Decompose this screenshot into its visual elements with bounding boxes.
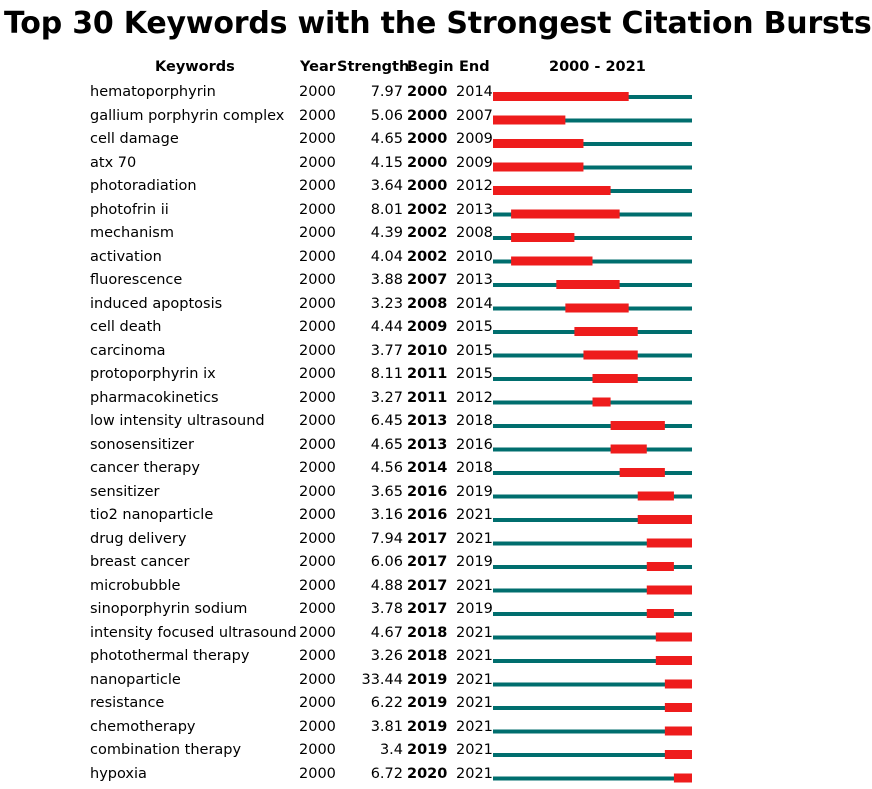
strength-cell: 8.01 xyxy=(370,201,403,218)
strength-cell: 3.77 xyxy=(370,342,403,359)
strength-cell: 4.88 xyxy=(370,577,403,594)
header-strength: Strength xyxy=(337,59,410,75)
keyword-cell: photofrin ii xyxy=(90,201,169,218)
keyword-cell: drug delivery xyxy=(90,530,187,547)
year-cell: 2000 xyxy=(299,648,336,664)
keyword-cell: hematoporphyrin xyxy=(90,84,216,100)
keyword-cell: sensitizer xyxy=(90,483,160,500)
year-cell: 2000 xyxy=(299,366,336,382)
strength-cell: 3.23 xyxy=(370,295,403,312)
header-keywords: Keywords xyxy=(155,59,235,75)
strength-cell: 7.94 xyxy=(370,530,403,547)
begin-cell: 2019 xyxy=(407,742,448,758)
keyword-cell: intensity focused ultrasound xyxy=(90,624,297,641)
end-cell: 2019 xyxy=(456,601,493,617)
burst-bar xyxy=(647,562,674,571)
strength-cell: 6.45 xyxy=(370,413,403,429)
strength-cell: 4.04 xyxy=(370,248,403,265)
burst-bar xyxy=(556,280,619,289)
end-cell: 2021 xyxy=(456,507,493,523)
begin-cell: 2013 xyxy=(407,436,448,453)
strength-cell: 6.22 xyxy=(370,695,403,711)
strength-cell: 3.26 xyxy=(370,648,403,664)
end-cell: 2021 xyxy=(456,765,493,782)
year-cell: 2000 xyxy=(299,530,336,547)
burst-bar xyxy=(665,727,692,736)
burst-bar xyxy=(565,304,628,313)
timeline-baseline xyxy=(493,753,692,757)
year-cell: 2000 xyxy=(299,671,336,688)
strength-cell: 3.16 xyxy=(370,507,403,523)
end-cell: 2021 xyxy=(456,624,493,641)
year-cell: 2000 xyxy=(299,295,336,312)
header-begin: Begin xyxy=(407,59,454,75)
burst-bar xyxy=(511,210,620,219)
keyword-cell: sinoporphyrin sodium xyxy=(90,601,248,617)
keyword-cell: microbubble xyxy=(90,577,181,594)
strength-cell: 4.44 xyxy=(370,319,403,335)
year-cell: 2000 xyxy=(299,84,336,100)
end-cell: 2012 xyxy=(456,178,493,194)
year-cell: 2000 xyxy=(299,342,336,359)
burst-bar xyxy=(493,163,583,172)
end-cell: 2021 xyxy=(456,648,493,664)
burst-bar xyxy=(493,116,565,125)
timeline-baseline xyxy=(493,706,692,710)
begin-cell: 2002 xyxy=(407,248,448,265)
keyword-cell: nanoparticle xyxy=(90,671,181,688)
year-cell: 2000 xyxy=(299,718,336,735)
strength-cell: 3.27 xyxy=(370,389,403,406)
keyword-cell: low intensity ultrasound xyxy=(90,413,265,429)
year-cell: 2000 xyxy=(299,272,336,288)
begin-cell: 2019 xyxy=(407,695,448,711)
burst-bar xyxy=(665,680,692,689)
begin-cell: 2010 xyxy=(407,342,448,359)
year-cell: 2000 xyxy=(299,624,336,641)
keyword-cell: hypoxia xyxy=(90,765,147,782)
burst-bar xyxy=(611,421,665,430)
keyword-cell: cell damage xyxy=(90,131,179,147)
year-cell: 2000 xyxy=(299,507,336,523)
chart-title: Top 30 Keywords with the Strongest Citation Bursts xyxy=(4,6,872,41)
burst-bar xyxy=(647,586,692,595)
end-cell: 2021 xyxy=(456,742,493,758)
year-cell: 2000 xyxy=(299,319,336,335)
year-cell: 2000 xyxy=(299,154,336,171)
keyword-cell: tio2 nanoparticle xyxy=(90,507,214,523)
burst-bar xyxy=(493,186,611,195)
strength-cell: 3.78 xyxy=(370,601,403,617)
end-cell: 2021 xyxy=(456,695,493,711)
year-cell: 2000 xyxy=(299,248,336,265)
keyword-cell: mechanism xyxy=(90,225,174,241)
keyword-cell: photoradiation xyxy=(90,178,197,194)
strength-cell: 3.81 xyxy=(370,718,403,735)
year-cell: 2000 xyxy=(299,178,336,194)
burst-bar xyxy=(647,609,674,618)
end-cell: 2013 xyxy=(456,272,493,288)
header-end: End xyxy=(459,59,490,75)
end-cell: 2021 xyxy=(456,718,493,735)
end-cell: 2012 xyxy=(456,389,493,406)
end-cell: 2014 xyxy=(456,295,493,312)
year-cell: 2000 xyxy=(299,601,336,617)
keyword-cell: carcinoma xyxy=(90,342,166,359)
burst-bar xyxy=(511,233,574,242)
keyword-cell: atx 70 xyxy=(90,154,137,171)
burst-bar xyxy=(493,92,629,101)
timeline-baseline xyxy=(493,777,692,781)
begin-cell: 2018 xyxy=(407,648,448,664)
burst-bar xyxy=(656,633,692,642)
keyword-cell: cell death xyxy=(90,319,162,335)
strength-cell: 4.65 xyxy=(370,436,403,453)
year-cell: 2000 xyxy=(299,765,336,782)
burst-bar xyxy=(583,351,637,360)
keyword-cell: sonosensitizer xyxy=(90,436,194,453)
year-cell: 2000 xyxy=(299,389,336,406)
strength-cell: 33.44 xyxy=(361,671,403,688)
burst-bar xyxy=(620,468,665,477)
begin-cell: 2019 xyxy=(407,718,448,735)
end-cell: 2014 xyxy=(456,84,493,100)
burst-bar xyxy=(665,750,692,759)
burst-bar xyxy=(674,774,692,783)
end-cell: 2008 xyxy=(456,225,493,241)
year-cell: 2000 xyxy=(299,554,336,570)
begin-cell: 2016 xyxy=(407,507,448,523)
header-timeline-range: 2000 - 2021 xyxy=(549,59,646,75)
end-cell: 2021 xyxy=(456,671,493,688)
keyword-cell: protoporphyrin ix xyxy=(90,366,216,382)
strength-cell: 3.64 xyxy=(370,178,403,194)
begin-cell: 2017 xyxy=(407,530,448,547)
begin-cell: 2017 xyxy=(407,577,448,594)
begin-cell: 2007 xyxy=(407,272,448,288)
strength-cell: 8.11 xyxy=(370,366,403,382)
burst-bar xyxy=(593,398,611,407)
keyword-cell: chemotherapy xyxy=(90,718,196,735)
keyword-cell: fluorescence xyxy=(90,272,183,288)
end-cell: 2021 xyxy=(456,577,493,594)
timeline-baseline xyxy=(493,730,692,734)
year-cell: 2000 xyxy=(299,436,336,453)
strength-cell: 6.06 xyxy=(370,554,403,570)
keyword-cell: activation xyxy=(90,248,162,265)
burst-bar xyxy=(574,327,637,336)
year-cell: 2000 xyxy=(299,577,336,594)
strength-cell: 7.97 xyxy=(370,84,403,100)
timeline-baseline xyxy=(493,448,692,452)
begin-cell: 2020 xyxy=(407,765,448,782)
strength-cell: 3.4 xyxy=(379,742,403,758)
begin-cell: 2008 xyxy=(407,295,448,312)
end-cell: 2015 xyxy=(456,319,493,335)
begin-cell: 2017 xyxy=(407,601,448,617)
year-cell: 2000 xyxy=(299,742,336,758)
begin-cell: 2017 xyxy=(407,554,448,570)
burst-bar xyxy=(665,703,692,712)
burst-bar xyxy=(656,656,692,665)
end-cell: 2013 xyxy=(456,201,493,218)
year-cell: 2000 xyxy=(299,695,336,711)
burst-bar xyxy=(647,539,692,548)
begin-cell: 2014 xyxy=(407,460,448,476)
burst-bar xyxy=(638,515,692,524)
strength-cell: 3.65 xyxy=(370,483,403,500)
end-cell: 2019 xyxy=(456,483,493,500)
end-cell: 2018 xyxy=(456,460,493,476)
end-cell: 2009 xyxy=(456,154,493,171)
strength-cell: 6.72 xyxy=(370,765,403,782)
year-cell: 2000 xyxy=(299,201,336,218)
strength-cell: 3.88 xyxy=(370,272,403,288)
begin-cell: 2011 xyxy=(407,389,448,406)
burst-bar xyxy=(593,374,638,383)
strength-cell: 5.06 xyxy=(370,107,403,124)
year-cell: 2000 xyxy=(299,413,336,429)
keyword-cell: induced apoptosis xyxy=(90,295,223,312)
keyword-cell: pharmacokinetics xyxy=(90,389,219,406)
year-cell: 2000 xyxy=(299,131,336,147)
burst-bar xyxy=(611,445,647,454)
begin-cell: 2002 xyxy=(407,201,448,218)
keyword-cell: combination therapy xyxy=(90,742,242,758)
begin-cell: 2000 xyxy=(407,131,448,147)
burst-bar xyxy=(493,139,583,148)
burst-bar xyxy=(638,492,674,501)
strength-cell: 4.39 xyxy=(370,225,403,241)
year-cell: 2000 xyxy=(299,107,336,124)
strength-cell: 4.65 xyxy=(370,131,403,147)
begin-cell: 2011 xyxy=(407,366,448,382)
end-cell: 2019 xyxy=(456,554,493,570)
begin-cell: 2000 xyxy=(407,178,448,194)
strength-cell: 4.56 xyxy=(370,460,403,476)
strength-cell: 4.67 xyxy=(370,624,403,641)
end-cell: 2015 xyxy=(456,366,493,382)
begin-cell: 2019 xyxy=(407,671,448,688)
begin-cell: 2000 xyxy=(407,107,448,124)
strength-cell: 4.15 xyxy=(370,154,403,171)
keyword-cell: resistance xyxy=(90,695,165,711)
keyword-cell: gallium porphyrin complex xyxy=(90,107,285,124)
begin-cell: 2013 xyxy=(407,413,448,429)
timeline-baseline xyxy=(493,683,692,687)
begin-cell: 2000 xyxy=(407,154,448,171)
keyword-cell: cancer therapy xyxy=(90,460,200,476)
keyword-cell: breast cancer xyxy=(90,554,190,570)
begin-cell: 2002 xyxy=(407,225,448,241)
keyword-cell: photothermal therapy xyxy=(90,648,250,664)
year-cell: 2000 xyxy=(299,460,336,476)
end-cell: 2009 xyxy=(456,131,493,147)
begin-cell: 2000 xyxy=(407,84,448,100)
end-cell: 2016 xyxy=(456,436,493,453)
header-year: Year xyxy=(300,59,336,75)
begin-cell: 2018 xyxy=(407,624,448,641)
year-cell: 2000 xyxy=(299,225,336,241)
end-cell: 2010 xyxy=(456,248,493,265)
end-cell: 2018 xyxy=(456,413,493,429)
burst-bar xyxy=(511,257,592,266)
begin-cell: 2016 xyxy=(407,483,448,500)
end-cell: 2015 xyxy=(456,342,493,359)
year-cell: 2000 xyxy=(299,483,336,500)
end-cell: 2007 xyxy=(456,107,493,124)
end-cell: 2021 xyxy=(456,530,493,547)
begin-cell: 2009 xyxy=(407,319,448,335)
